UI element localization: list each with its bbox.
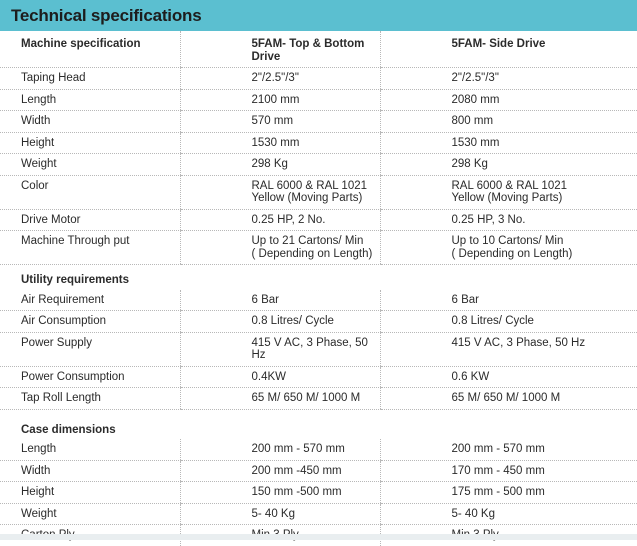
section-title: Case dimensions	[21, 423, 116, 436]
row-value-model-a: 200 mm - 570 mm	[180, 439, 380, 460]
table-row	[0, 460, 637, 482]
row-label: Machine Through put	[0, 231, 180, 265]
row-value-model-a: 1530 mm	[180, 132, 380, 154]
row-value-model-b: 415 V AC, 3 Phase, 50 Hz	[380, 332, 637, 366]
row-label: Height	[0, 132, 180, 154]
row-value-model-a: 150 mm -500 mm	[180, 482, 380, 504]
row-value-model-a: 415 V AC, 3 Phase, 50 Hz	[180, 332, 380, 366]
row-label: Width	[0, 111, 180, 133]
column-header-label: Machine specification	[0, 31, 180, 68]
table-row	[0, 111, 637, 133]
row-value-model-a: RAL 6000 & RAL 1021 Yellow (Moving Parts)	[180, 175, 380, 209]
row-value-model-b: 800 mm	[380, 111, 637, 133]
column-header-model-a: 5FAM- Top & Bottom Drive	[180, 31, 380, 68]
page-title: Technical specifications	[11, 5, 202, 25]
table-row	[0, 388, 637, 410]
row-label: Length	[0, 89, 180, 111]
row-value-model-a: 2100 mm	[180, 89, 380, 111]
row-value-model-b: 175 mm - 500 mm	[380, 482, 637, 504]
row-label: Power Supply	[0, 332, 180, 366]
row-value-model-a: 570 mm	[180, 111, 380, 133]
row-value-model-a: 0.4KW	[180, 366, 380, 388]
row-value-model-b: 0.8 Litres/ Cycle	[380, 311, 637, 333]
table-row	[0, 132, 637, 154]
row-value-model-b: 298 Kg	[380, 154, 637, 176]
table-row	[0, 209, 637, 231]
table-row	[0, 89, 637, 111]
row-label: Air Requirement	[0, 290, 180, 311]
table-row	[0, 439, 637, 460]
row-value-model-b: RAL 6000 & RAL 1021 Yellow (Moving Parts)	[380, 175, 637, 209]
row-value-model-a: 0.8 Litres/ Cycle	[180, 311, 380, 333]
row-value-model-a: 65 M/ 650 M/ 1000 M	[180, 388, 380, 410]
column-header-model-b: 5FAM- Side Drive	[380, 31, 637, 68]
row-label: Weight	[0, 503, 180, 525]
column-header-row	[0, 31, 637, 68]
row-label: Color	[0, 175, 180, 209]
row-value-model-b: 200 mm - 570 mm	[380, 439, 637, 460]
table-row	[0, 366, 637, 388]
row-value-model-a: 6 Bar	[180, 290, 380, 311]
row-value-model-b: 0.6 KW	[380, 366, 637, 388]
bottom-divider	[0, 534, 637, 540]
row-label: Taping Head	[0, 68, 180, 90]
table-row	[0, 332, 637, 366]
section-title: Utility requirements	[21, 274, 129, 286]
table-row	[0, 290, 637, 311]
table-row	[0, 175, 637, 209]
row-label: Power Consumption	[0, 366, 180, 388]
header-bar	[0, 0, 637, 31]
section-utility-requirements	[0, 265, 637, 290]
table-row	[0, 231, 637, 265]
row-label: Drive Motor	[0, 209, 180, 231]
row-value-model-a: 298 Kg	[180, 154, 380, 176]
table-row	[0, 68, 637, 90]
row-value-model-b: 170 mm - 450 mm	[380, 460, 637, 482]
section-case-dimensions	[0, 409, 637, 439]
row-value-model-b: 0.25 HP, 3 No.	[380, 209, 637, 231]
row-label: Tap Roll Length	[0, 388, 180, 410]
row-value-model-b: Up to 10 Cartons/ Min ( Depending on Length)	[380, 231, 637, 265]
table-row	[0, 311, 637, 333]
row-value-model-b: 2080 mm	[380, 89, 637, 111]
row-value-model-a: Up to 21 Cartons/ Min ( Depending on Length)	[180, 231, 380, 265]
row-value-model-b: 6 Bar	[380, 290, 637, 311]
row-label: Weight	[0, 154, 180, 176]
row-value-model-a: 5- 40 Kg	[180, 503, 380, 525]
row-label: Length	[0, 439, 180, 460]
row-value-model-a: 0.25 HP, 2 No.	[180, 209, 380, 231]
row-value-model-a: 2"/2.5"/3"	[180, 68, 380, 90]
row-value-model-b: 1530 mm	[380, 132, 637, 154]
table-row	[0, 503, 637, 525]
row-label: Width	[0, 460, 180, 482]
row-label: Height	[0, 482, 180, 504]
row-value-model-b: 5- 40 Kg	[380, 503, 637, 525]
table-row	[0, 154, 637, 176]
row-value-model-b: 65 M/ 650 M/ 1000 M	[380, 388, 637, 410]
spec-table	[0, 31, 637, 546]
table-row	[0, 482, 637, 504]
row-value-model-a: 200 mm -450 mm	[180, 460, 380, 482]
row-label: Air Consumption	[0, 311, 180, 333]
row-value-model-b: 2"/2.5"/3"	[380, 68, 637, 90]
